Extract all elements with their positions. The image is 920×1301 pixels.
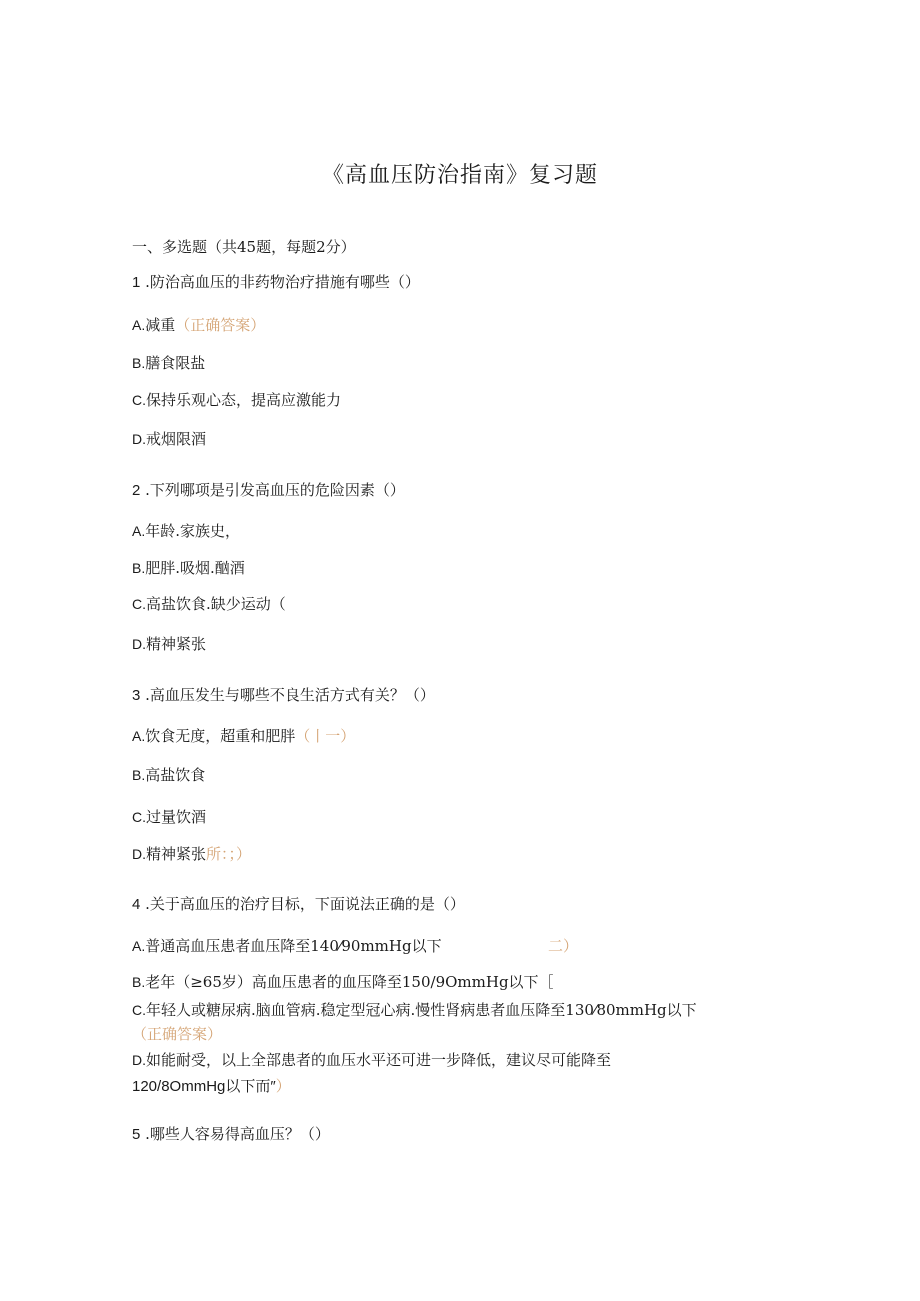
option-letter: D. [132,636,146,652]
question-text: .关于高血压的治疗目标，下面说法正确的是（） [145,895,465,913]
q1-option-c[interactable] [132,389,341,411]
question-number: 1 [132,274,141,291]
option-text: 饮食无度，超重和肥胖 [145,727,296,745]
option-letter: B. [132,355,146,371]
option-letter: B. [132,974,146,990]
option-letter: A. [132,317,146,333]
question-4 [132,893,465,916]
option-text: 肥胖.吸烟.酗酒 [145,559,245,577]
q1-option-d[interactable] [132,428,206,450]
option-text: 年龄.家族史， [145,522,241,540]
correct-answer-mark: （丨一） [295,727,356,745]
correct-answer-mark: 二） [548,937,579,955]
option-letter: D. [132,1052,146,1068]
question-text: .高血压发生与哪些不良生活方式有关？（） [145,686,435,704]
option-letter: D. [132,431,146,447]
q3-option-a[interactable] [132,725,355,747]
option-letter: B. [132,767,146,783]
q2-option-a[interactable] [132,520,240,542]
q2-option-b[interactable] [132,557,245,579]
option-text: 戒烟限酒 [146,430,207,448]
q2-option-d[interactable] [132,633,206,655]
option-text: 120/8OmmHg以下而″ [132,1078,276,1095]
option-letter: C. [132,809,146,825]
option-text: 过量饮酒 [146,808,207,826]
option-letter: A. [132,523,146,539]
question-number: 4 [132,896,141,913]
q2-option-c[interactable] [132,593,286,615]
q3-option-b[interactable] [132,764,205,786]
question-number: 5 [132,1126,141,1143]
q4-option-b[interactable] [132,971,554,993]
option-letter: D. [132,846,146,862]
option-letter: B. [132,560,146,576]
option-text: 如能耐受，以上全部患者的血压水平还可进一步降低，建议尽可能降至 [146,1051,612,1069]
question-text: .下列哪项是引发高血压的危险因素（） [145,481,405,499]
correct-answer-mark: （正确答案） [175,316,266,334]
option-letter: C. [132,596,146,612]
option-text: 老年（≥65岁）高血压患者的血压降至150/9OmmHg以下［ [145,973,554,991]
page-title: 《高血压防治指南》复习题 [321,163,598,188]
q1-option-b[interactable] [132,352,205,374]
option-letter: A. [132,938,146,954]
q4-option-d[interactable] [132,1049,611,1071]
option-letter: C. [132,1002,146,1018]
question-2 [132,479,405,502]
question-text: .防治高血压的非药物治疗措施有哪些（） [145,273,420,291]
q1-option-a[interactable] [132,314,265,336]
question-3 [132,684,435,707]
q4-option-c[interactable] [132,999,697,1021]
option-text: 减重 [145,316,176,334]
option-text: 精神紧张 [146,635,207,653]
question-number: 3 [132,687,141,704]
correct-answer-mark: ） [275,1077,291,1095]
q3-option-c[interactable] [132,806,206,828]
correct-answer-mark: （正确答案） [132,1025,223,1043]
question-number: 2 [132,482,141,499]
question-5 [132,1123,330,1146]
correct-answer-mark: 所：；） [206,845,252,863]
option-text: 精神紧张 [146,845,207,863]
option-text: 膳食限盐 [145,354,206,372]
option-text: 保持乐观心态，提高应激能力 [146,391,342,409]
option-text: 普通高血压患者血压降至140⁄90mmHg以下 [145,937,442,955]
option-letter: C. [132,392,146,408]
option-text: 高盐饮食.缺少运动（ [146,595,286,613]
option-text: 年轻人或糖尿病.脑血管病.稳定型冠心病.慢性肾病患者血压降至130⁄80mmHg以下 [146,1001,697,1019]
option-text: 高盐饮食 [145,766,206,784]
section-heading: 一、多选题（共45题，每题2分） [132,238,356,256]
q3-option-d[interactable] [132,843,251,865]
q4-option-a[interactable] [132,935,442,957]
option-letter: A. [132,728,146,744]
question-1 [132,271,420,294]
q4-option-d-continued [132,1075,291,1098]
question-text: .哪些人容易得高血压？（） [145,1125,330,1143]
